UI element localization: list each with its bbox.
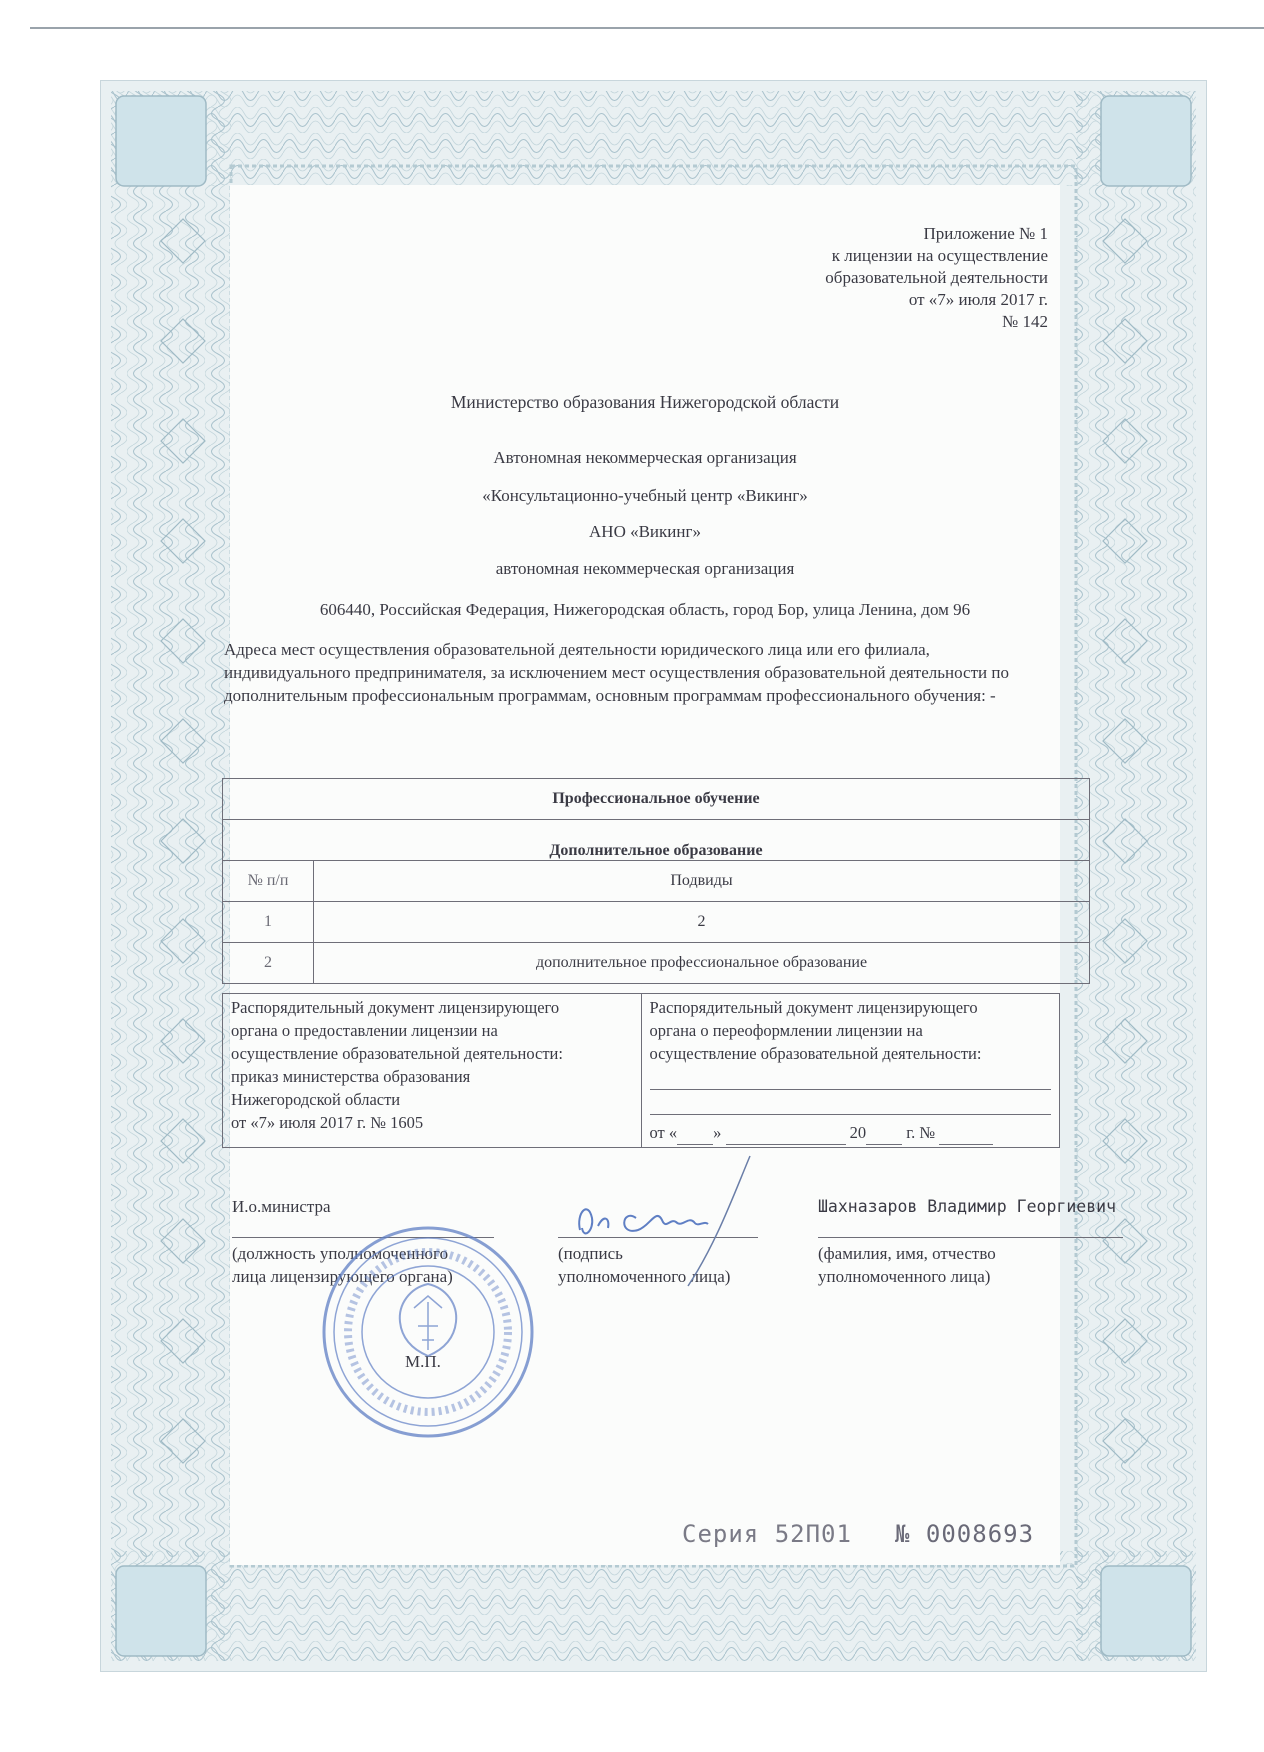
signer-name: Шахназаров Владимир Георгиевич — [818, 1197, 1117, 1216]
signer-position: И.о.министра — [232, 1197, 331, 1216]
order-number-blank — [939, 1121, 993, 1145]
date-suffix: г. № — [906, 1123, 936, 1142]
org-short-name: АНО «Викинг» — [589, 522, 701, 541]
issue-order-line: Распорядительный документ лицензирующего — [231, 998, 560, 1017]
issue-order-line: осуществление образовательной деятельности: — [231, 1044, 563, 1063]
appendix-number: Приложение № 1 — [923, 224, 1048, 243]
orders-table — [222, 993, 1060, 1148]
row-value: 2 — [314, 902, 1090, 943]
row-number: 1 — [223, 902, 314, 943]
appendix-license-number: № 142 — [1002, 312, 1048, 331]
year-blank — [866, 1121, 902, 1145]
issue-order-cell — [223, 994, 642, 1148]
table-row — [223, 943, 1090, 984]
name-caption — [818, 1242, 996, 1288]
appendix-header — [700, 222, 1048, 332]
official-seal — [318, 1222, 538, 1442]
appendix-subtitle: к лицензии на осуществление — [831, 246, 1048, 265]
name-caption-line: уполномоченного лица) — [818, 1267, 991, 1286]
org-legal-form: автономная некоммерческая организация — [495, 559, 795, 578]
position-caption-line: (должность уполномоченного — [232, 1244, 449, 1263]
issue-order-line: Нижегородской области — [231, 1090, 401, 1109]
reissue-order-line: органа о переоформлении лицензии на — [649, 1021, 923, 1040]
row-value: дополнительное профессиональное образование — [314, 943, 1090, 984]
form-number: № 0008693 — [895, 1520, 1035, 1548]
issue-order-line: органа о предоставлении лицензии на — [231, 1021, 498, 1040]
row-number: 2 — [223, 943, 314, 984]
issue-order-line: приказ министерства образования — [231, 1067, 471, 1086]
col-subtypes-header: Подвиды — [314, 861, 1090, 902]
date-mid: » — [713, 1123, 722, 1142]
name-caption-line: (фамилия, имя, отчество — [818, 1244, 996, 1263]
day-blank — [677, 1121, 713, 1145]
appendix-date: от «7» июля 2017 г. — [908, 290, 1048, 309]
appendix-subtitle-2: образовательной деятельности — [825, 268, 1048, 287]
stamp-place: М.П. — [405, 1352, 441, 1371]
table-header-row — [223, 861, 1090, 902]
scan-top-edge — [30, 27, 1264, 29]
section-additional-education: Дополнительное образование — [223, 820, 1090, 861]
programs-table — [222, 778, 1090, 984]
places-paragraph: Адреса мест осуществления образовательной деятельности юридического лица или его филиала, индивидуального предпринимателя, за исключением мест осуществления образовательной деятельности по дополнительным профессиональным программам, основным программам профессионального обучения: - — [224, 640, 1009, 705]
form-series: Серия 52П01 — [682, 1520, 852, 1548]
signature-caption-line: уполномоченного лица) — [558, 1267, 731, 1286]
date-year: 20 — [849, 1123, 867, 1142]
org-full-name-2: «Консультационно-учебный центр «Викинг» — [482, 486, 808, 505]
month-blank — [726, 1121, 846, 1145]
org-address: 606440, Российская Федерация, Нижегородская область, город Бор, улица Ленина, дом 96 — [319, 600, 971, 619]
reissue-order-cell — [641, 994, 1060, 1148]
position-caption-line: лица лицензирующего органа) — [232, 1267, 453, 1286]
issue-order-date: от «7» июля 2017 г. № 1605 — [231, 1113, 424, 1132]
table-row — [223, 902, 1090, 943]
col-number-header: № п/п — [223, 861, 314, 902]
org-full-name-1: Автономная некоммерческая организация — [493, 448, 797, 467]
name-line — [818, 1237, 1123, 1238]
handwritten-signature — [558, 1148, 778, 1298]
reissue-order-date — [650, 1121, 1052, 1145]
signature-caption-line: (подпись — [558, 1244, 623, 1263]
date-prefix: от « — [649, 1123, 678, 1142]
reissue-order-line: Распорядительный документ лицензирующего — [649, 998, 978, 1017]
issuer-name: Министерство образования Нижегородской области — [450, 392, 840, 412]
blank-line — [650, 1067, 1052, 1090]
section-professional-training: Профессиональное обучение — [223, 779, 1090, 820]
blank-line — [650, 1092, 1052, 1115]
reissue-order-line: осуществление образовательной деятельности: — [649, 1044, 982, 1063]
